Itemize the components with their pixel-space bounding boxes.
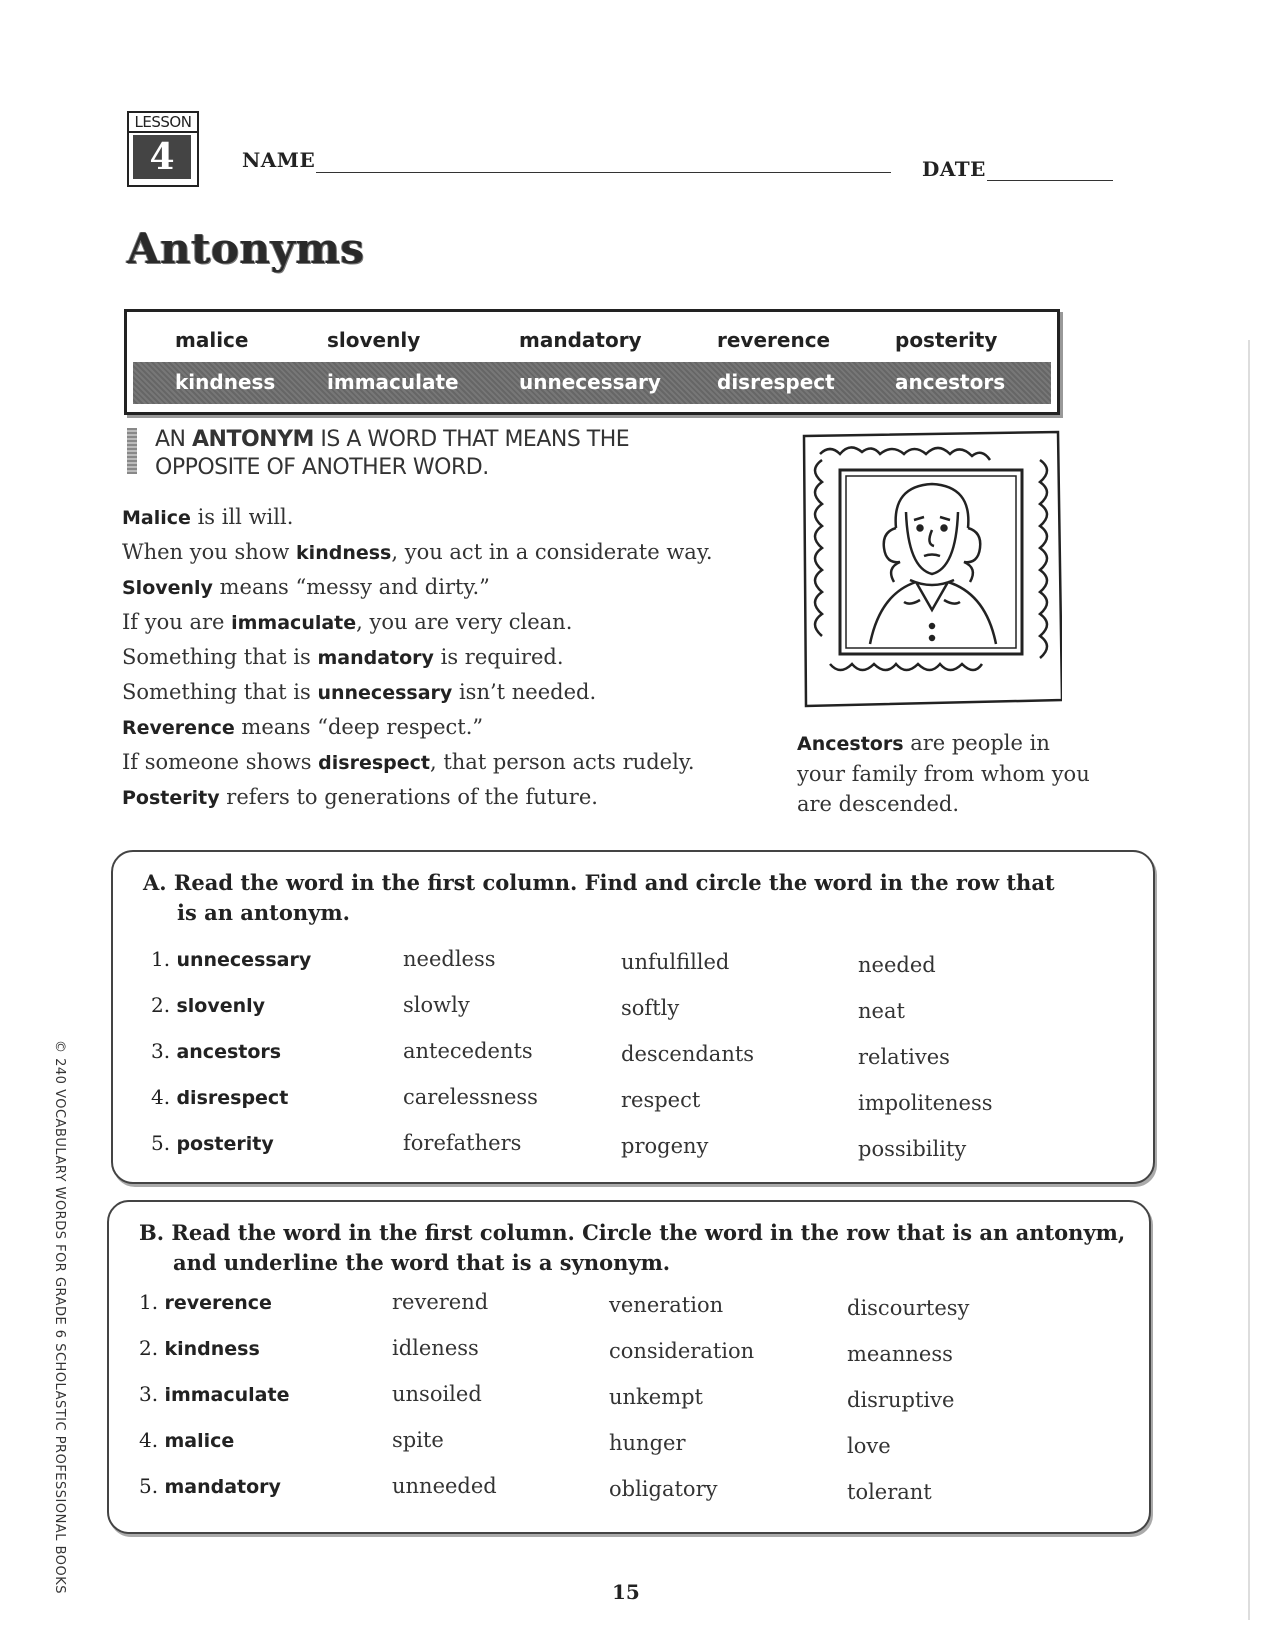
exercise-letter: B.	[139, 1220, 165, 1245]
item-number: 1.	[139, 1290, 159, 1314]
lesson-label: LESSON	[129, 113, 197, 133]
sentence-text: , you act in a considerate way.	[391, 540, 713, 564]
definition-bar	[127, 428, 137, 474]
answer-option[interactable]: carelessness	[403, 1085, 538, 1109]
lesson-badge	[127, 111, 199, 187]
exercise-prompt-word	[151, 1131, 274, 1155]
caption-text-line3: are descended.	[797, 792, 960, 816]
exercise-row	[113, 1131, 1153, 1161]
exercise-prompt-word	[139, 1382, 289, 1406]
sentence-text: Something that is	[122, 645, 318, 669]
vocab-word: mandatory	[519, 328, 642, 352]
vocab-term: Reverence	[122, 717, 235, 739]
exercise-row	[113, 993, 1153, 1023]
exercise-prompt-word	[139, 1336, 260, 1360]
definition-sentence	[122, 680, 596, 704]
vocab-term: kindness	[296, 542, 392, 564]
page-title: Antonyms	[127, 224, 365, 273]
answer-option[interactable]: spite	[392, 1428, 444, 1452]
ancestors-term: Ancestors	[797, 733, 904, 755]
page-number: 15	[612, 1580, 640, 1604]
definition-sentence	[122, 610, 572, 634]
item-number: 2.	[139, 1336, 159, 1360]
exercise-prompt-word	[139, 1290, 272, 1314]
sentence-text: means “deep respect.”	[234, 715, 484, 739]
exercise-a-instructions	[143, 868, 1143, 928]
antonym-word: kindness	[175, 370, 276, 394]
sentence-text: Something that is	[122, 680, 318, 704]
vocab-term: Malice	[122, 507, 191, 529]
answer-option[interactable]: descendants	[621, 1042, 755, 1066]
exercise-row	[113, 947, 1153, 977]
item-number: 1.	[151, 947, 171, 971]
exercise-row	[113, 1085, 1153, 1115]
antonym-word: ancestors	[895, 370, 1006, 394]
exercise-row	[109, 1474, 1149, 1504]
vocabulary-row	[127, 320, 1057, 354]
definition-sentence	[122, 715, 483, 739]
prompt-word: posterity	[176, 1133, 274, 1155]
answer-option[interactable]: hunger	[609, 1431, 686, 1455]
definition-sentence	[122, 505, 293, 529]
answer-option[interactable]: progeny	[621, 1134, 709, 1158]
answer-option[interactable]: unfulfilled	[621, 950, 730, 974]
answer-option[interactable]: unsoiled	[392, 1382, 482, 1406]
item-number: 3.	[139, 1382, 159, 1406]
instruction-line2: and underline the word that is a synonym.	[173, 1250, 671, 1275]
vocab-term: mandatory	[317, 647, 434, 669]
exercise-prompt-word	[139, 1428, 234, 1452]
answer-option[interactable]: softly	[621, 996, 680, 1020]
sentence-text: , you are very clean.	[356, 610, 573, 634]
exercise-a-box	[111, 850, 1155, 1184]
caption-text: are people in	[903, 731, 1050, 755]
item-number: 4.	[151, 1085, 171, 1109]
exercise-prompt-word	[151, 1039, 281, 1063]
exercise-row	[109, 1428, 1149, 1458]
exercise-row	[113, 1039, 1153, 1069]
answer-option[interactable]: obligatory	[609, 1477, 718, 1501]
name-field[interactable]	[316, 172, 891, 173]
vocab-term: Slovenly	[122, 577, 213, 599]
answer-option[interactable]: idleness	[392, 1336, 479, 1360]
exercise-prompt-word	[139, 1474, 281, 1498]
vocab-word: reverence	[717, 328, 831, 352]
antonym-word: disrespect	[717, 370, 835, 394]
sentence-text: means “messy and dirty.”	[212, 575, 490, 599]
sentence-text: is ill will.	[190, 505, 294, 529]
answer-option[interactable]: impoliteness	[858, 1091, 993, 1115]
definition-sentence	[122, 750, 695, 774]
vocab-term: disrespect	[318, 752, 430, 774]
answer-option[interactable]: tolerant	[847, 1480, 932, 1504]
prompt-word: slovenly	[176, 995, 266, 1017]
prompt-word: kindness	[164, 1338, 260, 1360]
sentence-text: If you are	[122, 610, 232, 634]
prompt-word: unnecessary	[176, 949, 312, 971]
ancestors-caption	[797, 728, 1097, 819]
exercise-row	[109, 1290, 1149, 1320]
answer-option[interactable]: unneeded	[392, 1474, 497, 1498]
sentence-text: When you show	[122, 540, 297, 564]
antonym-word: immaculate	[327, 370, 459, 394]
definition-sentence	[122, 645, 564, 669]
sentence-text: , that person acts rudely.	[429, 750, 695, 774]
sentence-text: isn’t needed.	[452, 680, 597, 704]
answer-option[interactable]: meanness	[847, 1342, 953, 1366]
instruction-line1: Read the word in the first column. Find and circle the word in the row that	[173, 870, 1055, 895]
answer-option[interactable]: slowly	[403, 993, 470, 1017]
caption-text-line2: your family from whom you	[797, 762, 1090, 786]
date-field[interactable]	[987, 180, 1113, 181]
antonym-row	[133, 362, 1051, 404]
date-label: DATE	[922, 157, 986, 181]
vocab-term: unnecessary	[317, 682, 453, 704]
answer-option[interactable]: needed	[858, 953, 936, 977]
lesson-number: 4	[133, 135, 191, 179]
prompt-word: immaculate	[164, 1384, 290, 1406]
prompt-word: ancestors	[176, 1041, 282, 1063]
vocab-word: posterity	[895, 328, 998, 352]
prompt-word: disrespect	[176, 1087, 289, 1109]
vocab-word: slovenly	[327, 328, 421, 352]
item-number: 2.	[151, 993, 171, 1017]
answer-option[interactable]: neat	[858, 999, 905, 1023]
answer-option[interactable]: forefathers	[403, 1131, 522, 1155]
prompt-word: mandatory	[164, 1476, 281, 1498]
item-number: 5.	[139, 1474, 159, 1498]
antonym-word: unnecessary	[519, 370, 661, 394]
answer-option[interactable]: relatives	[858, 1045, 950, 1069]
answer-option[interactable]: disruptive	[847, 1388, 955, 1412]
exercise-b-instructions	[139, 1218, 1139, 1278]
sentence-text: is required.	[433, 645, 564, 669]
definition-text-line2: OPPOSITE OF ANOTHER WORD.	[155, 455, 489, 480]
answer-option[interactable]: veneration	[609, 1293, 724, 1317]
prompt-word: reverence	[164, 1292, 272, 1314]
exercise-letter: A.	[143, 870, 167, 895]
answer-option[interactable]: love	[847, 1434, 891, 1458]
antonym-definition	[155, 426, 715, 482]
vocab-term: Posterity	[122, 787, 220, 809]
definition-keyword: ANTONYM	[192, 427, 314, 452]
name-label: NAME	[242, 148, 316, 172]
answer-option[interactable]: respect	[621, 1088, 701, 1112]
sentence-text: refers to generations of the future.	[219, 785, 598, 809]
definition-prefix: AN	[155, 427, 186, 452]
answer-option[interactable]: unkempt	[609, 1385, 703, 1409]
answer-option[interactable]: antecedents	[403, 1039, 533, 1063]
answer-option[interactable]: consideration	[609, 1339, 755, 1363]
sentence-text: If someone shows	[122, 750, 319, 774]
answer-option[interactable]: reverend	[392, 1290, 489, 1314]
definition-text: IS A WORD THAT MEANS THE	[320, 427, 630, 452]
page-edge-divider	[1248, 340, 1250, 1620]
exercise-b-box	[107, 1200, 1151, 1534]
ancestor-portrait-illustration	[800, 430, 1062, 708]
answer-option[interactable]: possibility	[858, 1137, 967, 1161]
answer-option[interactable]: needless	[403, 947, 496, 971]
exercise-row	[109, 1382, 1149, 1412]
vocab-term: immaculate	[231, 612, 357, 634]
exercise-prompt-word	[151, 993, 265, 1017]
exercise-row	[109, 1336, 1149, 1366]
vocab-word: malice	[175, 328, 249, 352]
vocabulary-word-box	[124, 309, 1060, 415]
exercise-prompt-word	[151, 947, 311, 971]
definition-sentence	[122, 575, 490, 599]
prompt-word: malice	[164, 1430, 235, 1452]
definition-sentence	[122, 785, 598, 809]
copyright-side-text: © 240 VOCABULARY WORDS FOR GRADE 6 SCHOLASTIC PROFESSIONAL BOOKS	[52, 1040, 67, 1595]
answer-option[interactable]: discourtesy	[847, 1296, 970, 1320]
definition-sentence	[122, 540, 713, 564]
instruction-line2: is an antonym.	[177, 900, 350, 925]
item-number: 3.	[151, 1039, 171, 1063]
exercise-prompt-word	[151, 1085, 288, 1109]
item-number: 5.	[151, 1131, 171, 1155]
item-number: 4.	[139, 1428, 159, 1452]
instruction-line1: Read the word in the first column. Circle the word in the row that is an antonym,	[171, 1220, 1126, 1245]
